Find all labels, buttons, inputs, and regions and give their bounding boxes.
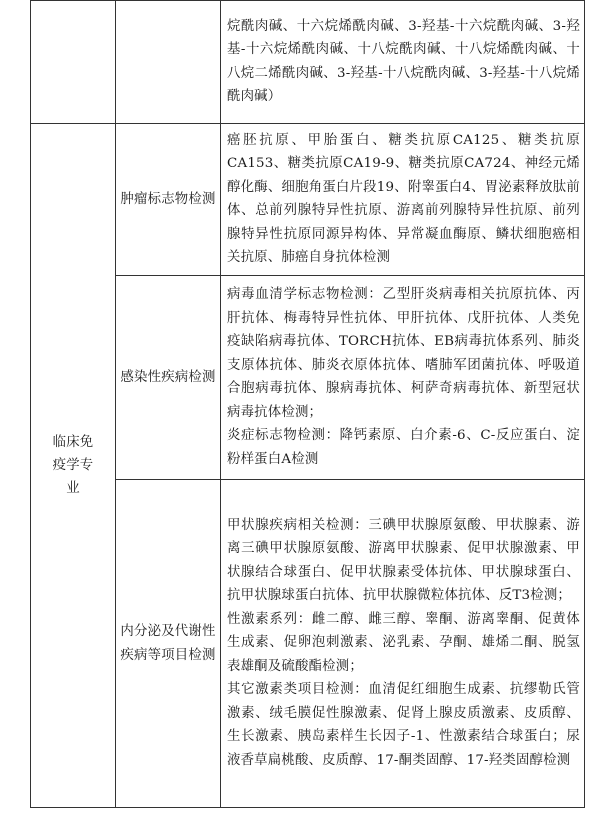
content-text: 烷酰肉碱、十六烷烯酰肉碱、3-羟基-十六烷酰肉碱、3-羟基-十六烷烯酰肉碱、十八烷酰肉碱、十八烷烯酰肉碱、十八烷二烯酰肉碱、3-羟基-十八烷酰肉碱、3-羟基-十八烷烯酰肉碱） bbox=[227, 18, 580, 104]
content-text: 性激素系列：雌二醇、雌三醇、睾酮、游离睾酮、促黄体生成素、促卵泡刺激素、泌乳素、孕酮、雄烯二酮、脱氢表雄酮及硫酸酯检测； bbox=[227, 611, 580, 674]
item-cell bbox=[116, 1, 221, 124]
item-cell bbox=[116, 276, 221, 480]
item-cell bbox=[116, 480, 221, 808]
item-cell bbox=[116, 124, 221, 276]
content-text: 炎症标志物检测：降钙素原、白介素-6、C-反应蛋白、淀粉样蛋白A检测 bbox=[227, 428, 580, 467]
content-cell bbox=[221, 480, 585, 808]
content-text: 其它激素类项目检测：血清促红细胞生成素、抗缪勒氏管激素、绒毛膜促性腺激素、促肾上腺皮质激素、皮质醇、生长激素、胰岛素样生长因子-1、性激素结合球蛋白；尿液香草扁桃酸、皮质醇、17-酮类固醇、17-羟类固醇检测 bbox=[227, 682, 580, 768]
item-label: 感染性疾病检测 bbox=[120, 369, 216, 385]
content-text: 癌胚抗原、甲胎蛋白、糖类抗原CA125、糖类抗原CA153、糖类抗原CA19-9、糖类抗原CA724、神经元烯醇化酶、细胞角蛋白片段19、附睾蛋白4、胃泌素释放肽前体、总前列腺特异性抗原、游离前列腺特异性抗原、前列腺特异性抗原同源异构体、异常凝血酶原、鳞状细胞癌相关抗原、肺癌自身抗体检测 bbox=[227, 132, 580, 265]
category-cell bbox=[31, 124, 116, 808]
content-text: 甲状腺疾病相关检测：三碘甲状腺原氨酸、甲状腺素、游离三碘甲状腺原氨酸、游离甲状腺素、促甲状腺激素、甲状腺结合球蛋白、促甲状腺素受体抗体、甲状腺球蛋白、抗甲状腺球蛋白抗体、抗甲状腺微粒体抗体、反T3检测； bbox=[227, 517, 580, 604]
content-cell bbox=[221, 276, 585, 480]
table-row bbox=[31, 1, 585, 124]
category-label: 临床免疫学专业 bbox=[52, 434, 94, 496]
category-cell bbox=[31, 1, 116, 124]
content-text: 病毒血清学标志物检测：乙型肝炎病毒相关抗原抗体、丙肝抗体、梅毒特异性抗体、甲肝抗体、戊肝抗体、人类免疫缺陷病毒抗体、TORCH抗体、EB病毒抗体系列、肺炎支原体抗体、肺炎衣原体抗体、嗜肺军团菌抗体、呼吸道合胞病毒抗体、腺病毒抗体、柯萨奇病毒抗体、新型冠状病毒抗体检测； bbox=[227, 287, 580, 420]
test-items-table bbox=[30, 0, 585, 808]
content-cell bbox=[221, 124, 585, 276]
document-page bbox=[30, 0, 585, 808]
item-label: 肿瘤标志物检测 bbox=[120, 191, 216, 207]
table-row bbox=[31, 124, 585, 276]
content-cell bbox=[221, 1, 585, 124]
item-label: 内分泌及代谢性疾病等项目检测 bbox=[120, 623, 216, 663]
